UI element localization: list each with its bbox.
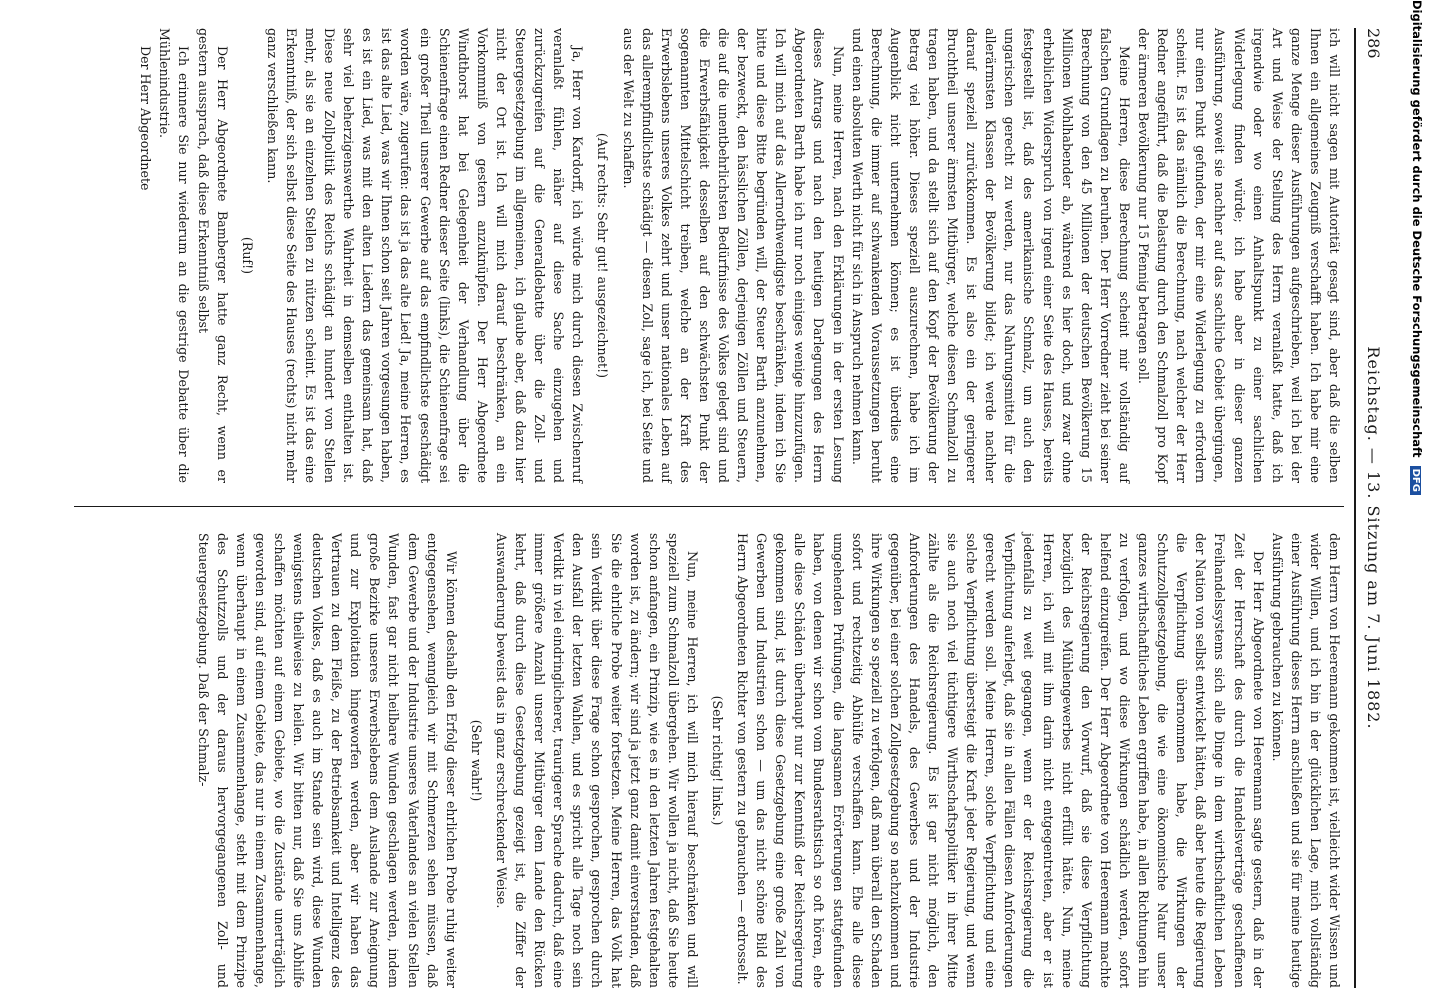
right-column	[193, 533, 1344, 988]
rotated-page	[22, 28, 1392, 988]
paragraph: Wir können deshalb den Erfolg dieser ehrlichen Probe ruhig weiter entgegensehen, wenngleich wir mit Schmerzen sehen müssen, daß dem Gewerbe und der Industrie unseres Vaterlandes an vielen Stellen Wunden, fast gar nicht heilbare Wunden geschlagen werden, indem große Bezirke unseres Erwerbslebens dem Auslande zur Aneignung und zur Exploitation hingeworfen werden, aber wir haben das Vertrauen zu dem Fleiße, zu der Betriebsamkeit und Intelligenz des deutschen Volkes, daß es auch im Stande sein wird, diese Wunden wenigstens theilweise zu heilen. Wir bitten nur, daß Sie uns Abhilfe schaffen möchten auf einem Gebiete, wo die Zustände unerträglich geworden sind, auf einem Gebiete, das nur in einem Zusammenhange, wenn überhaupt in einem Zusammenhange, steht mit dem Prinzipe des Schutzzolls und der daraus hervorgegangenen Zoll- und Steuergesetzgebung. Daß der Schmalz-	[195, 533, 459, 988]
paragraph: Nun, meine Herren, ich will mich hierauf beschränken und will speziell zum Schmalzoll übergehen. Wir wollen ja nicht, daß Sie heute schon anfangen, ein Prinzip, wie es in den letzten Jahren festgehalten worden ist, zu ändern; wir sind ja jetzt ganz damit einverstanden, daß Sie die ehrliche Probe weiter fortsetzen. Meine Herren, das Volk hat sein Verdikt über diese Frage schon gesprochen, gesprochen durch den Ausfall der letzten Wahlen, und es spricht alle Tage noch sein Verdikt in viel eindringlicherer, traurigerer Sprache dadurch, daß eine immer größere Anzahl unserer Mitbürger dem Lande den Rücken kehrt, daß durch diese Gesetzgebung gezeigt ist, die Ziffer der Auswanderung beweist das in ganz erschreckender Weise.	[493, 533, 700, 988]
page-header	[1354, 28, 1392, 988]
interjection: (Auf rechts: Sehr gut! ausgezeichnet!)	[595, 132, 611, 379]
interjection: (Sehr richtig! links.)	[710, 695, 725, 826]
interjection: (Sehr wahr!)	[468, 719, 484, 802]
paragraph: Nun, meine Herren, nach den Erklärungen in der ersten Lesung dieses Antrags und nach den heutigen Darlegungen des Herrn Abgeordneten Barth habe ich nur noch einiges wenige hinzuzufügen. Ich will mich auf das Allernothwendigste beschränken, indem ich Sie bitte und diese Bitte begründen will, der Steuer Barth anzunehmen, der bezweckt, den hässlichen Zöllen, derjenigen Zöllen und Steuern, die auf die unentbehrlichsten Bedürfnisse des Volkes gelegt sind und die Erwerbsfähigkeit desselben auf den schwächsten Punkt der sogenannten Mittelschicht treiben, welche an der Kraft des Erwerbslebens unseres Volkes zehrt und unser nationales Leben auf das allerempfindlichste schädigt — diesen Zoll, sage ich, bei Seite und aus der Welt zu schaffen.	[620, 28, 846, 483]
page-number: 286	[1364, 28, 1384, 59]
interjection: (Ruf!)	[239, 236, 255, 275]
paragraph: Ja, Herr von Kardorff, ich würde mich durch diesen Zwischenruf veranlaßt fühlen, näher auf diese Sache einzugehen und zurückzugreifen auf die Generaldebatte über die Zoll- und Steuergesetzgebung im allgemeinen, ich glaube aber, daß dazu hier nicht der Ort ist. Ich will mich darauf beschränken, an ein Vorkommniß von gestern anzuknüpfen. Der Herr Abgeordnete Windthorst hat bei Gelegenheit der Verhandlung über die Schienenfrage einen Redner dieser Seite (links), die Schienenfrage sei ein großer Theil unserer Gewerbe auf das empfindlichste geschädigt worden wäre, zugerufen: das ist ja das alte Lied! Ja, meine Herren, es ist das alte Lied, was wir Ihnen schon seit Jahren vorgesungen haben, es ist ein Lied, was mit den alten Liedern das gemeinsam hat, daß sehr viel beherzigenswerthe Wahrheit in demselben enthalten ist. Diese neue Zollpolitik des Reichs schädigt an hundert von Stellen mehr, als sie an einzelnen Stellen zu nützen scheint. Es ist das eine Erkenntniß, der sich selbst diese Seite des Hauses (rechts) nicht mehr ganz verschließen kann.	[264, 28, 586, 483]
paragraph: ich will nicht sagen mit Autorität gesagt sind, aber daß die selben Ihnen ein allgemeines Zeugniß verschafft haben. Ich habe mir eine ganze Menge dieser Ausführungen aufgeschrieben, weil ich bei der Art und Weise der Stellung des Herrn veranlaßt hatte, daß ich irgendwie oder wo einen Anhaltspunkt zu einer sachlichen Widerlegung finden würde; ich habe aber in dieser ganzen Ausführung, soweit sie nachher auf das sachliche Gebiet übergingen, nur einen Punkt gefunden, der mir eine Widerlegung zu erfordern scheint. Es ist das nämlich die Berechnung, nach welcher der Herr Redner angeführt, daß die Belastung durch den Schmalzoll pro Kopf der ärmeren Bevölkerung nur 15 Pfennig betragen soll.	[1136, 28, 1342, 483]
paragraph: Meine Herren, diese Berechnung scheint mir vollständig auf falschen Grundlagen zu beruhen. Der Herr Vorredner zieht bei seiner Berechnung von den 45 Millionen der deutschen Bevölkerung 15 Millionen Wohlhabender ab, während es hier doch, und zwar ohne erheblichen Widerspruch von irgend einer Seite des Hauses, bereits festgestellt ist, daß des amerikanische Schmalz, um auch den ungarischen gerecht zu werden, nur das Nahrungsmittel für die allerärmsten Klassen der Bevölkerung bildet; ich werde nachher darauf speziell zurückkommen. Es ist also ein der geringerer Bruchtheil unserer ärmsten Mitbürger, welche diesen Schmalzoll zu tragen haben, und da stellt sich auf den Kopf der Bevölkerung der Betrag viel höher. Dieses speziell auszurechnen, habe ich im Augenblick nicht unternehmen können; es ist überdies eine Berechnung, die immer auf schwankenden Voraussetzungen beruht und einen absoluten Werth nicht für sich in Anspruch nehmen kann.	[849, 28, 1132, 483]
dfg-credit	[1410, 0, 1424, 1000]
paragraph: Der Herr Abgeordnete	[138, 46, 154, 191]
paragraph: Der Herr Abgeordnete von Heeremann sagte gestern, daß in der Zeit der Herrschaft des durch die Handelsverträge geschaffenen Freihandelssystems sich alle Dinge in dem wirthschaftlichen Leben der Nation von selbst entwickelt hätten, daß aber heute die Regierung die Verpflichtung übernommen habe, die Wirkungen der Schutzzollgesetzgebung, die wie eine ökonomische Natur unser ganzes wirthschaftliches Leben ergriffen habe, in allen Richtungen hin zu verfolgen, und wo diese Wirkungen schädlich werden, sofort helfend einzugreifen. Der Herr Abgeordnete von Heeremann machte der Reichsregierung den Vorwurf, daß sie diese Verpflichtung bezüglich des Mühlengewerbes nicht erfüllt hätte. Nun, meine Herren, ich will mit ihm darin nicht entgegentreten, aber er ist jedenfalls zu weit gegangen, wenn er der Reichsregierung die Verpflichtung auferlegt, daß sie in allen Fällen diesen Anforderungen gerecht werden soll. Meine Herren, solche Verpflichtung und eine solche Verpflichtung übersteigt die Kraft jeder Regierung, und wenn sie auch noch viel tüchtigere Wirthschaftspolitiker in ihrer Mitte zählte als die Reichsregierung. Es ist gar nicht möglich, den Anforderungen des Handels, des Gewerbes und der Industrie gegenüber, bei einer solchen Zollgesetzgebung so nachzukommen und ihre Wirkungen so speziell zu verfolgen, daß man überall den Schaden sofort und rechtzeitig Abhülfe verschaffen kann. Ehe alle diese umgehenden Prüfungen, die langsamen Erörterungen stattgefunden haben, von denen wir schon vom Bundesrathstisch so oft hören, ehe alle diese Schäden überhaupt nur zur Kenntniß der Reichsregierung gekommen sind, ist durch diese Gesetzgebung eine große Zahl von Gewerben und Industrien schon — um das nicht schöne Bild des Herrn Abgeordneten Richter von gestern zu gebrauchen — erdrosselt.	[735, 533, 1266, 988]
column-divider	[74, 506, 1344, 507]
dfg-logo: DFG	[1410, 466, 1421, 495]
paragraph: dem Herrn von Heeremann gekommen ist, vielleicht wider Wissen und wider Willen, und ich bin in der glücklichen Lage, mich vollständig einer Ausführung dieses Herrn anschließen und sie für meine heutige Ausführung gebrauchen zu können.	[1269, 533, 1342, 988]
dfg-sidebar	[1406, 0, 1424, 1000]
paragraph: Der Herr Abgeordnete Bamberger hatte ganz Recht, wenn er gestern aussprach, daß diese Erkenntniß selbst	[195, 28, 230, 483]
dfg-credit-text: Digitalisierung gefördert durch die Deutsche Forschungsgemeinschaft	[1410, 0, 1424, 458]
left-column	[136, 28, 1344, 483]
page-title: Reichstag. — 13. Sitzung am 7. Juni 1882.	[1364, 346, 1384, 730]
paragraph: Ich erinnere Sie nur wiederum an die gestrige Debatte über die Mühlenindustrie.	[157, 28, 192, 483]
